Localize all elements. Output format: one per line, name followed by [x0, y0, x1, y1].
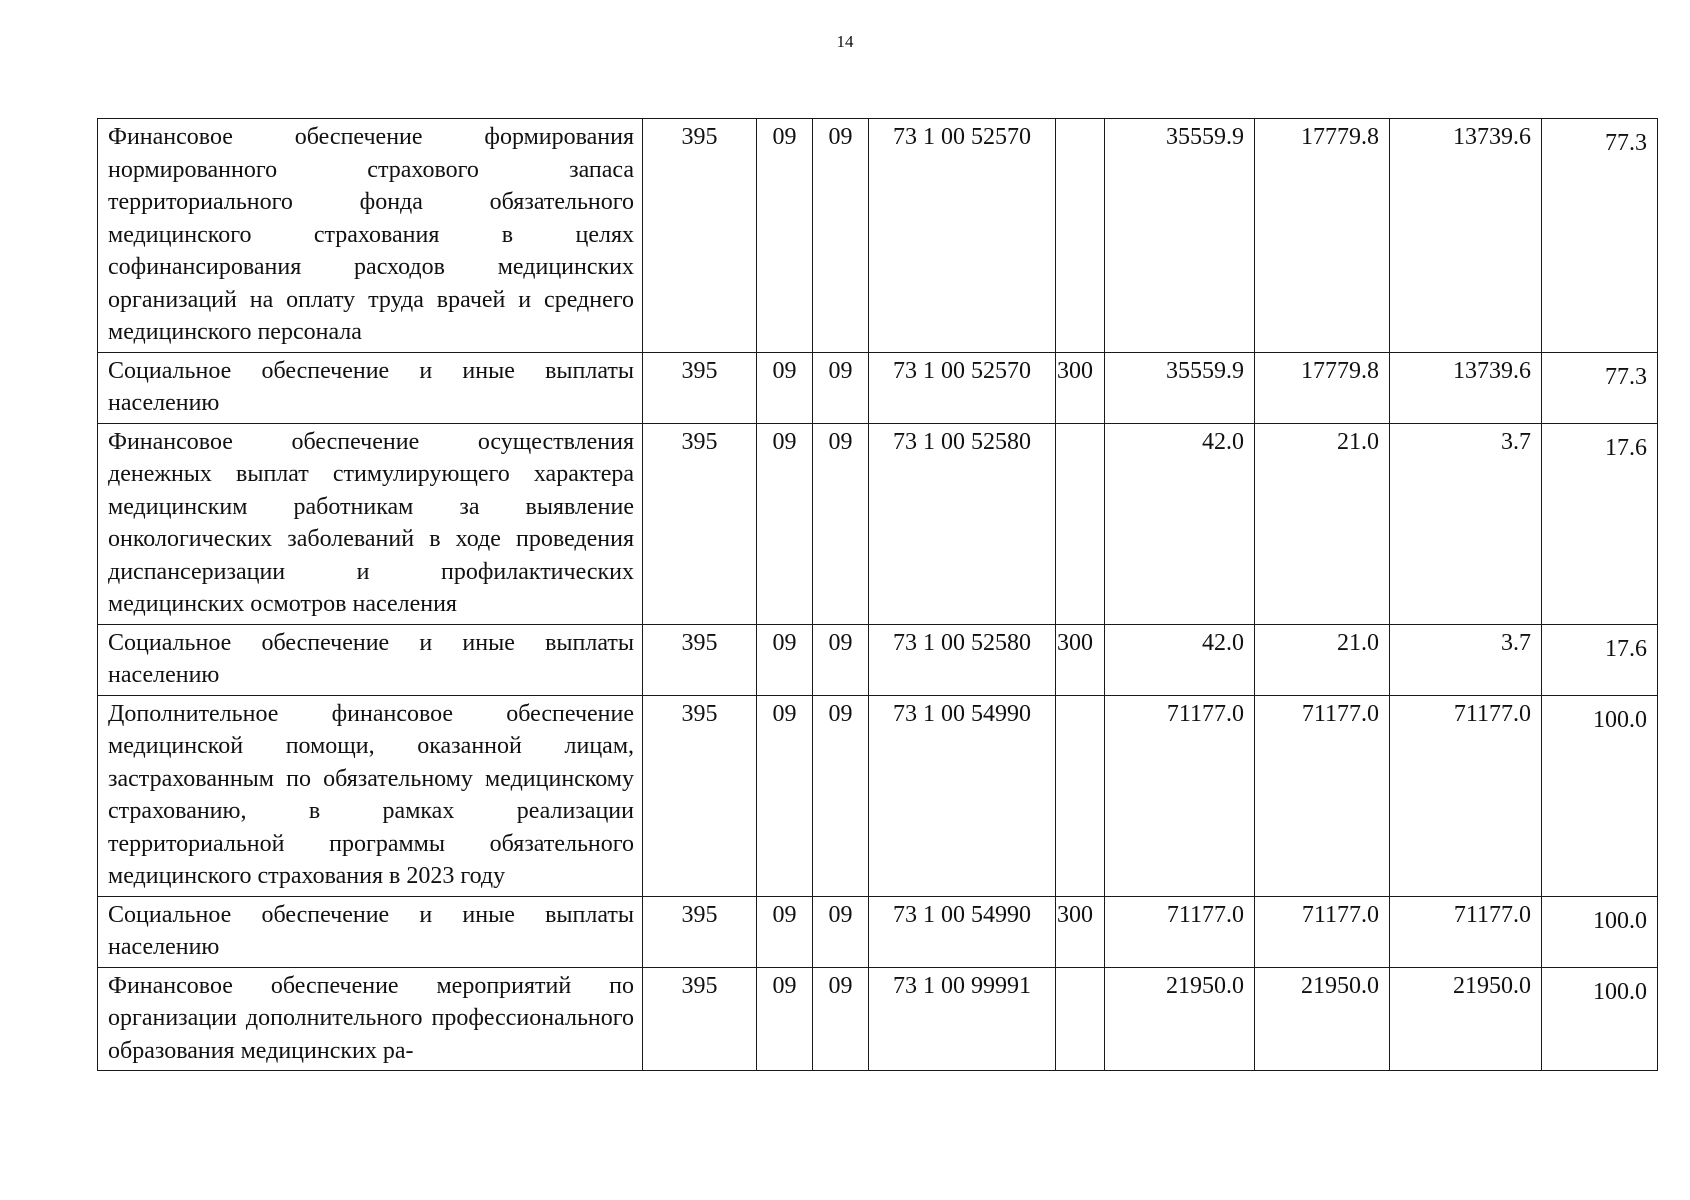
row-section-code: 09 [757, 695, 813, 896]
row-target-article-code: 73 1 00 52570 [869, 352, 1056, 423]
row-expense-type-code [1056, 423, 1105, 624]
row-section-code: 09 [757, 423, 813, 624]
row-target-article-code: 73 1 00 54990 [869, 695, 1056, 896]
row-value-3: 71177.0 [1390, 896, 1542, 967]
row-percent: 77.3 [1542, 352, 1658, 423]
row-target-article-code: 73 1 00 54990 [869, 896, 1056, 967]
row-subsection-code: 09 [813, 967, 869, 1071]
row-name: Социальное обеспечение и иные выплаты населению [98, 352, 643, 423]
row-expense-type-code [1056, 695, 1105, 896]
row-value-3: 21950.0 [1390, 967, 1542, 1071]
row-subsection-code: 09 [813, 423, 869, 624]
row-name: Социальное обеспечение и иные выплаты населению [98, 624, 643, 695]
row-value-1: 42.0 [1105, 423, 1255, 624]
row-section-code: 09 [757, 896, 813, 967]
row-value-1: 71177.0 [1105, 896, 1255, 967]
row-value-3: 13739.6 [1390, 119, 1542, 353]
row-value-2: 17779.8 [1255, 352, 1390, 423]
row-name: Финансовое обеспечение осуществления денежных выплат стимулирующего характера медицинским работникам за выявление онкологических заболеваний в ходе проведения диспансеризации и профилактических медицинских осмотров населения [98, 423, 643, 624]
row-section-code: 09 [757, 967, 813, 1071]
row-percent: 17.6 [1542, 624, 1658, 695]
row-name: Социальное обеспечение и иные выплаты населению [98, 896, 643, 967]
row-name: Дополнительное финансовое обеспечение медицинской помощи, оказанной лицам, застрахованным по обязательному медицинскому страхованию, в рамках реализации территориальной программы обязательного медицинского страхования в 2023 году [98, 695, 643, 896]
table-row [98, 624, 1658, 695]
table-row [98, 423, 1658, 624]
row-value-2: 71177.0 [1255, 695, 1390, 896]
row-expense-type-code: 300 [1056, 352, 1105, 423]
row-name: Финансовое обеспечение мероприятий по организации дополнительного профессионального образования медицинских ра- [98, 967, 643, 1071]
table-row [98, 695, 1658, 896]
row-grbs-code: 395 [643, 352, 757, 423]
row-grbs-code: 395 [643, 967, 757, 1071]
row-value-3: 71177.0 [1390, 695, 1542, 896]
row-percent: 77.3 [1542, 119, 1658, 353]
row-value-1: 71177.0 [1105, 695, 1255, 896]
row-section-code: 09 [757, 119, 813, 353]
row-value-3: 3.7 [1390, 624, 1542, 695]
row-subsection-code: 09 [813, 352, 869, 423]
row-grbs-code: 395 [643, 423, 757, 624]
row-value-2: 21.0 [1255, 624, 1390, 695]
table-row [98, 896, 1658, 967]
row-value-1: 35559.9 [1105, 352, 1255, 423]
row-value-2: 17779.8 [1255, 119, 1390, 353]
row-subsection-code: 09 [813, 624, 869, 695]
budget-table [97, 118, 1658, 1071]
row-grbs-code: 395 [643, 896, 757, 967]
page-number: 14 [836, 32, 854, 51]
row-grbs-code: 395 [643, 695, 757, 896]
table-row [98, 967, 1658, 1071]
row-section-code: 09 [757, 352, 813, 423]
row-subsection-code: 09 [813, 119, 869, 353]
row-subsection-code: 09 [813, 896, 869, 967]
row-percent: 17.6 [1542, 423, 1658, 624]
row-value-3: 13739.6 [1390, 352, 1542, 423]
row-target-article-code: 73 1 00 52580 [869, 624, 1056, 695]
row-expense-type-code [1056, 967, 1105, 1071]
row-grbs-code: 395 [643, 624, 757, 695]
row-value-3: 3.7 [1390, 423, 1542, 624]
row-value-1: 21950.0 [1105, 967, 1255, 1071]
row-percent: 100.0 [1542, 695, 1658, 896]
row-percent: 100.0 [1542, 967, 1658, 1071]
row-subsection-code: 09 [813, 695, 869, 896]
row-value-2: 71177.0 [1255, 896, 1390, 967]
row-target-article-code: 73 1 00 99991 [869, 967, 1056, 1071]
row-expense-type-code: 300 [1056, 624, 1105, 695]
row-value-2: 21.0 [1255, 423, 1390, 624]
row-target-article-code: 73 1 00 52580 [869, 423, 1056, 624]
table-row [98, 352, 1658, 423]
row-section-code: 09 [757, 624, 813, 695]
row-expense-type-code [1056, 119, 1105, 353]
row-value-1: 42.0 [1105, 624, 1255, 695]
row-name: Финансовое обеспечение формирования нормированного страхового запаса территориального фонда обязательного медицинского страхования в целях софинансирования расходов медицинских организаций на оплату труда врачей и среднего медицинского персонала [98, 119, 643, 353]
table-row [98, 119, 1658, 353]
row-value-1: 35559.9 [1105, 119, 1255, 353]
row-target-article-code: 73 1 00 52570 [869, 119, 1056, 353]
row-percent: 100.0 [1542, 896, 1658, 967]
row-expense-type-code: 300 [1056, 896, 1105, 967]
table-body [98, 119, 1658, 1071]
row-value-2: 21950.0 [1255, 967, 1390, 1071]
row-grbs-code: 395 [643, 119, 757, 353]
